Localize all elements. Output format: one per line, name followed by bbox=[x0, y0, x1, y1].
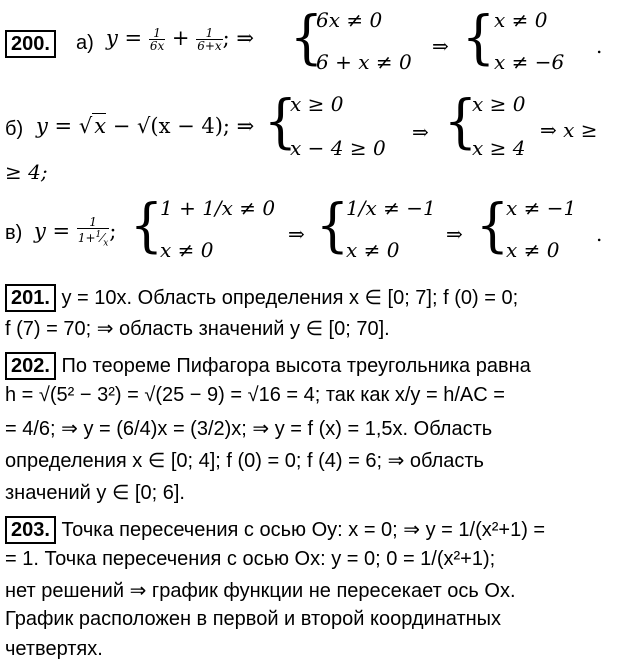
problem-200-b-result-part-1: ⇒ x ≥ bbox=[540, 118, 598, 142]
implies-arrow: ⇒ bbox=[432, 34, 449, 58]
system-brace-icon: { bbox=[461, 3, 496, 71]
problem-203-line-2: = 1. Точка пересечения с осью Ox: y = 0; 0 = 1/(x²+1); bbox=[5, 548, 496, 570]
problem-200-b-system-2-row-1: x ≥ 0 bbox=[472, 92, 526, 116]
problem-200-c-system-3-row-2: x ≠ 0 bbox=[506, 238, 560, 262]
problem-number-badge: 201. bbox=[5, 284, 56, 312]
problem-number-badge: 202. bbox=[5, 352, 56, 380]
problem-200-b-function: y = √x − √(x − 4); ⇒ bbox=[36, 114, 255, 138]
problem-200-a-label: а) bbox=[76, 32, 94, 54]
problem-203-line-4: График расположен в первой и второй координатных bbox=[5, 608, 502, 630]
fraction-1-over-1-plus-1-over-x: $\frac{1}{1+^1⁄_x}$ bbox=[77, 215, 109, 249]
implies-arrow: ⇒ bbox=[412, 120, 429, 144]
problem-number-badge: 200. bbox=[5, 30, 56, 58]
problem-203-line-1 bbox=[5, 516, 545, 544]
system-brace-icon: { bbox=[289, 3, 324, 71]
problem-200-c-system-2-row-2: x ≠ 0 bbox=[346, 238, 400, 262]
problem-200-b-system-1-row-2: x − 4 ≥ 0 bbox=[290, 136, 386, 160]
implies-arrow: ⇒ bbox=[288, 222, 305, 246]
problem-number-badge: 203. bbox=[5, 516, 56, 544]
problem-200-b-result-part-2: ≥ 4; bbox=[5, 160, 48, 184]
problem-200-b-system-2-row-2: x ≥ 4 bbox=[472, 136, 526, 160]
problem-202-text-1: По теореме Пифагора высота треугольника равна bbox=[61, 355, 531, 377]
problem-202-line-1 bbox=[5, 352, 531, 380]
period: . bbox=[596, 34, 603, 58]
problem-200-c-system-2-row-1: 1/x ≠ −1 bbox=[346, 196, 436, 220]
problem-200-c-system-1-row-1: 1 + 1/x ≠ 0 bbox=[160, 196, 276, 220]
problem-200-number bbox=[5, 30, 56, 58]
problem-200-a-function: y = $\frac{1}{6x}$ + $\frac{1}{6+x}$ ; ⇒ bbox=[106, 26, 255, 53]
problem-203-line-3: нет решений ⇒ график функции не пересекает ось Ox. bbox=[5, 580, 516, 602]
problem-202-line-3: = 4/6; ⇒ y = (6/4)x = (3/2)x; ⇒ y = f (x) = 1,5x. Область bbox=[5, 418, 493, 440]
system-brace-icon: { bbox=[129, 191, 164, 259]
problem-200-a-system-2-row-1: x ≠ 0 bbox=[494, 8, 548, 32]
problem-202-line-5: значений y ∈ [0; 6]. bbox=[5, 482, 185, 504]
problem-203-line-5: четвертях. bbox=[5, 638, 103, 660]
problem-200-c-label: в) bbox=[5, 222, 23, 244]
problem-200-a-system-1-row-2: 6 + x ≠ 0 bbox=[316, 50, 412, 74]
problem-201-text-1: y = 10x. Область определения x ∈ [0; 7]; f (0) = 0; bbox=[61, 287, 519, 309]
period: . bbox=[596, 222, 603, 246]
fraction-1-over-6-plus-x: $\frac{1}{6+x}$ bbox=[197, 26, 222, 53]
problem-200-b-label: б) bbox=[5, 118, 24, 140]
problem-200-a-system-1-row-1: 6x ≠ 0 bbox=[316, 8, 383, 32]
problem-200-b-system-1-row-1: x ≥ 0 bbox=[290, 92, 344, 116]
problem-200-a-system-2-row-2: x ≠ −6 bbox=[494, 50, 565, 74]
problem-200-c-function: y = $\frac{1}{1+^1⁄_x}$ ; bbox=[34, 215, 117, 249]
problem-200-c-system-3-row-1: x ≠ −1 bbox=[506, 196, 577, 220]
system-brace-icon: { bbox=[315, 191, 350, 259]
implies-arrow: ⇒ bbox=[446, 222, 463, 246]
fraction-1-over-6x: $\frac{1}{6x}$ bbox=[149, 26, 165, 53]
problem-203-text-1: Точка пересечения с осью Oy: x = 0; ⇒ y = 1/(x²+1) = bbox=[61, 519, 546, 541]
system-brace-icon: { bbox=[263, 87, 298, 155]
problem-201-line-1 bbox=[5, 284, 518, 312]
system-brace-icon: { bbox=[475, 191, 510, 259]
problem-202-line-4: определения x ∈ [0; 4]; f (0) = 0; f (4) = 6; ⇒ область bbox=[5, 450, 484, 472]
problem-201-line-2: f (7) = 70; ⇒ область значений y ∈ [0; 70]. bbox=[5, 318, 390, 340]
problem-202-line-2: h = √(5² − 3²) = √(25 − 9) = √16 = 4; так как x/y = h/AC = bbox=[5, 384, 505, 406]
problem-200-c-system-1-row-2: x ≠ 0 bbox=[160, 238, 214, 262]
system-brace-icon: { bbox=[443, 87, 478, 155]
